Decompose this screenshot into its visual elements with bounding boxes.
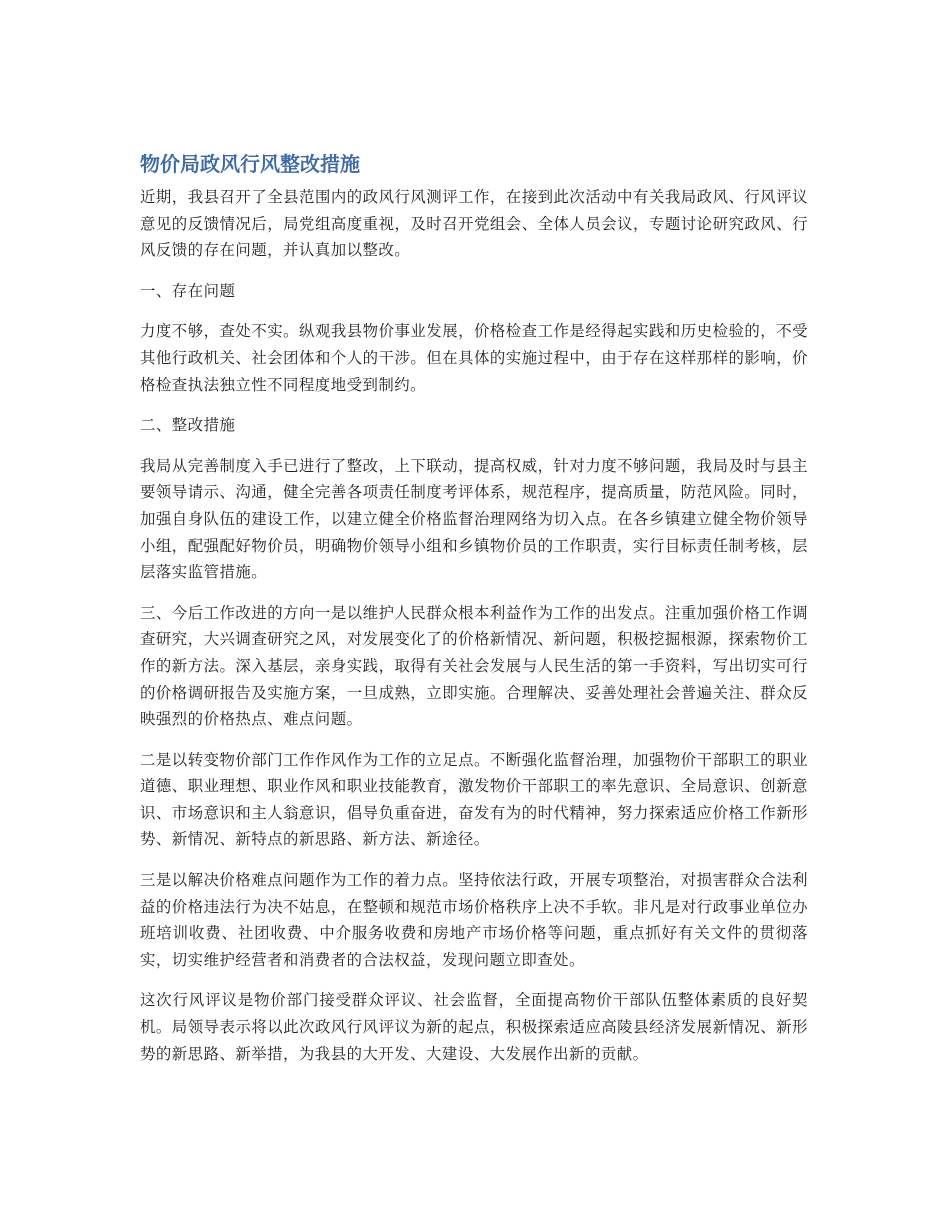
intro-paragraph: 近期，我县召开了全县范围内的政风行风测评工作，在接到此次活动中有关我局政风、行风评议意见的反馈情况后，局党组高度重视，及时召开党组会、全体人员会议，专题讨论研究政风、行风反馈的存在问题，并认真加以整改。	[140, 188, 808, 260]
section-heading-existing-problems: 一、存在问题	[140, 281, 236, 300]
document-body	[140, 150, 808, 1081]
future-direction-paragraph-1: 三、今后工作改进的方向一是以维护人民群众根本利益作为工作的出发点。注重加强价格工作调查研究，大兴调查研究之风，对发展变化了的价格新情况、新问题，积极挖掘根源，探索物价工作的新方法。深入基层，亲身实践，取得有关社会发展与人民生活的第一手资料，写出切实可行的价格调研报告及实施方案，一旦成熟，立即实施。合理解决、妥善处理社会普遍关注、群众反映强烈的价格热点、难点问题。	[140, 603, 808, 729]
problems-paragraph: 力度不够，查处不实。纵观我县物价事业发展，价格检查工作是经得起实践和历史检验的，不受其他行政机关、社会团体和个人的干涉。但在具体的实施过程中，由于存在这样那样的影响，价格检查执法独立性不同程度地受到制约。	[140, 322, 808, 394]
future-direction-paragraph-2: 二是以转变物价部门工作作风作为工作的立足点。不断强化监督治理，加强物价干部职工的职业道德、职业理想、职业作风和职业技能教育，激发物价干部职工的率先意识、全局意识、创新意识、市场意识和主人翁意识，倡导负重奋进，奋发有为的时代精神，努力探索适应价格工作新形势、新情况、新特点的新思路、新方法、新途径。	[140, 750, 808, 849]
closing-paragraph: 这次行风评议是物价部门接受群众评议、社会监督，全面提高物价干部队伍整体素质的良好契机。局领导表示将以此次政风行风评议为新的起点，积极探索适应高陵县经济发展新情况、新形势的新思路、新举措，为我县的大开发、大建设、大发展作出新的贡献。	[140, 991, 808, 1063]
future-direction-paragraph-3: 三是以解决价格难点问题作为工作的着力点。坚持依法行政，开展专项整治，对损害群众合法利益的价格违法行为决不姑息，在整顿和规范市场价格秩序上决不手软。非凡是对行政事业单位办班培训收费、社团收费、中介服务收费和房地产市场价格等问题，重点抓好有关文件的贯彻落实，切实维护经营者和消费者的合法权益，发现问题立即查处。	[140, 871, 808, 969]
document-title: 物价局政风行风整改措施	[140, 152, 360, 176]
measures-paragraph: 我局从完善制度入手已进行了整改，上下联动，提高权威，针对力度不够问题，我局及时与县主要领导请示、沟通，健全完善各项责任制度考评体系，规范程序，提高质量，防范风险。同时，加强自身队伍的建设工作，以建立健全价格监督治理网络为切入点。在各乡镇建立健全物价领导小组，配强配好物价员，明确物价领导小组和乡镇物价员的工作职责，实行目标责任制考核，层层落实监管措施。	[140, 456, 808, 582]
section-heading-rectification-measures: 二、整改措施	[140, 416, 236, 435]
